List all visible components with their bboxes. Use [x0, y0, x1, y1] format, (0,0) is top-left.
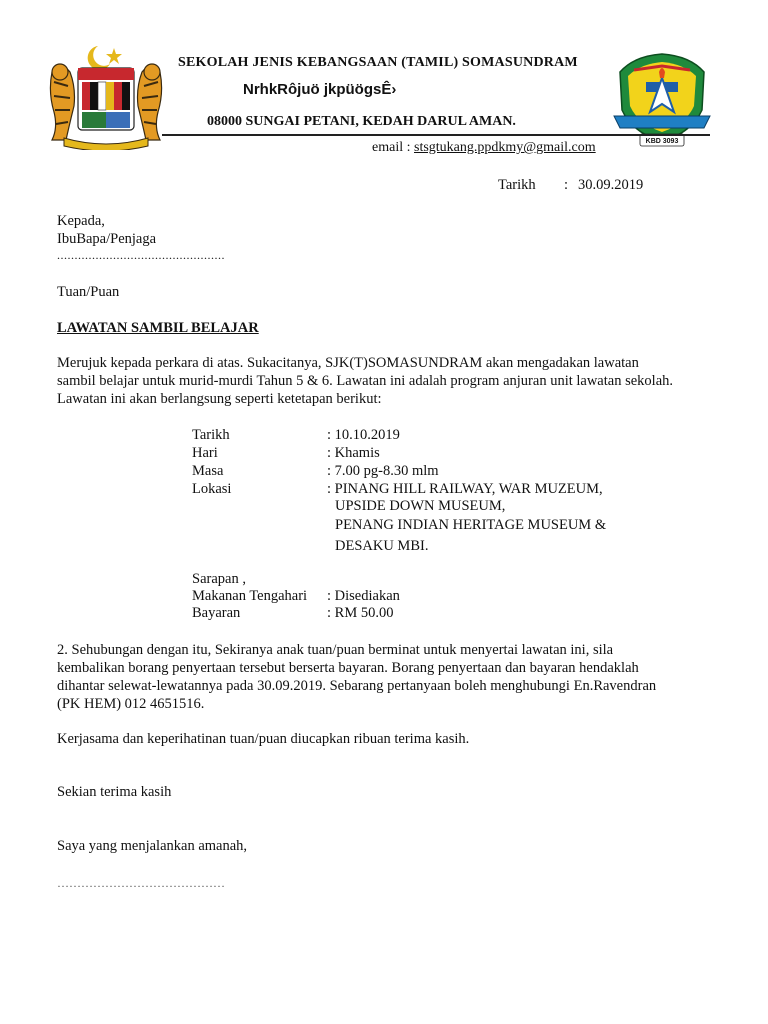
recipient-kepada: Kepada, — [57, 213, 105, 229]
recipient-name: IbuBapa/Penjaga — [57, 231, 157, 247]
thanks-text: Kerjasama dan keperihatinan tuan/puan diucapkan ribuan terima kasih. — [57, 731, 470, 747]
school-address: 08000 SUNGAI PETANI, KEDAH DARUL AMAN. — [207, 114, 516, 129]
logo-code-label: KBD 3093 — [645, 138, 679, 145]
date-value: 30.09.2019 — [578, 177, 644, 193]
lokasi-line-2: UPSIDE DOWN MUSEUM, — [335, 498, 506, 514]
salutation: Tuan/Puan — [57, 284, 120, 300]
lokasi-line-4: DESAKU MBI. — [335, 538, 429, 554]
email-link[interactable]: stsgtukang.ppdkmy@gmail.com — [414, 140, 596, 155]
coat-of-arms-logo — [44, 42, 168, 150]
school-name-tamil: NrhkRôjuö jkpüögsÊ› — [243, 81, 397, 98]
subject-heading: LAWATAN SAMBIL BELAJAR — [57, 320, 259, 336]
detail-label-masa: Masa — [192, 463, 224, 479]
sign-off-text: Saya yang menjalankan amanah, — [57, 838, 248, 854]
paragraph-2: 2. Sehubungan dengan itu, Sekiranya anak tuan/puan berminat untuk menyertai lawatan ini, sila kembalikan borang penyertaan tersebut berserta bayaran. Borang penyertaan dan bayaran hendaklah dihantar selewat-lewatannya pada 30.09.2019. Sebarang pertanyaan boleh menghubungi En.Ravendran (PK HEM) 012 4651516. — [57, 642, 657, 712]
detail-value-makanan: : Disediakan — [327, 588, 400, 604]
detail-label-tarikh: Tarikh — [192, 427, 230, 443]
detail-label-hari: Hari — [192, 445, 218, 461]
lokasi-line-3: PENANG INDIAN HERITAGE MUSEUM & — [335, 517, 607, 533]
intro-paragraph: Merujuk kepada perkara di atas. Sukacitanya, SJK(T)SOMASUNDRAM akan mengadakan lawatan sambil belajar untuk murid-murdi Tahun 5 & 6. Lawatan ini adalah program anjuran unit lawatan sekolah. Lawatan ini akan berlangsung seperti ketetapan berikut: — [57, 355, 674, 407]
detail-value-bayaran: : RM 50.00 — [327, 605, 394, 621]
email-label: email : — [372, 140, 414, 155]
detail-value-masa: : 7.00 pg-8.30 mlm — [327, 463, 439, 479]
detail-label-bayaran: Bayaran — [192, 605, 241, 621]
recipient-blank: ................................................ — [57, 248, 225, 262]
school-name: SEKOLAH JENIS KEBANGSAAN (TAMIL) SOMASUNDRAM — [178, 55, 578, 70]
header-divider — [162, 134, 710, 136]
detail-label-makanan: Makanan Tengahari — [192, 588, 308, 604]
date-label: Tarikh — [498, 177, 536, 193]
detail-label-sarapan: Sarapan , — [192, 571, 246, 587]
email-line — [372, 140, 596, 156]
signature-line: …………………………………… — [57, 876, 225, 890]
detail-label-lokasi: Lokasi — [192, 481, 232, 497]
detail-value-tarikh: : 10.10.2019 — [327, 427, 400, 443]
closing-text: Sekian terima kasih — [57, 784, 172, 800]
date-separator: : — [564, 177, 569, 193]
detail-value-hari: : Khamis — [327, 445, 380, 461]
detail-value-lokasi: : PINANG HILL RAILWAY, WAR MUZEUM, — [327, 481, 603, 497]
